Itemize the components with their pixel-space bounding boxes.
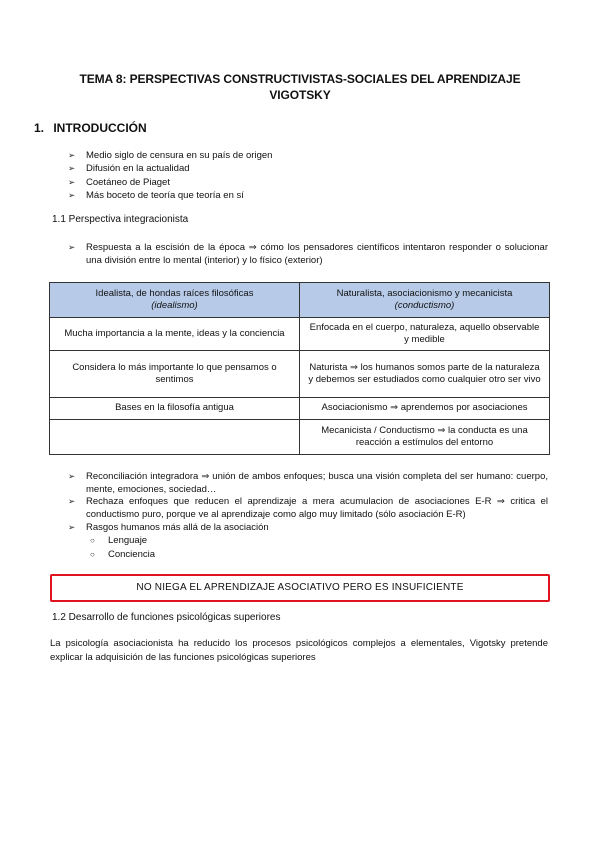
list-item	[68, 241, 548, 267]
intro-bullet-list	[68, 149, 272, 202]
table-header-row	[50, 283, 550, 318]
arrowhead-icon: ➢	[68, 163, 76, 174]
table-header-cell: Idealista, de hondas raíces filosóficas (idealismo)	[50, 283, 300, 318]
table-cell: Considera lo más importante lo que pensamos o sentimos	[50, 351, 300, 398]
callout-box: NO NIEGA EL APRENDIZAJE ASOCIATIVO PERO ES INSUFICIENTE	[50, 574, 550, 602]
title-line-1: TEMA 8: PERSPECTIVAS CONSTRUCTIVISTAS-SOCIALES DEL APRENDIZAJE	[79, 72, 521, 86]
arrowhead-icon: ➢	[68, 189, 76, 200]
table-cell: Asociacionismo ⇒ aprendemos por asociaciones	[300, 398, 550, 420]
list-item: ➢ Más boceto de teoría que teoría en sí	[68, 189, 244, 201]
comparison-table	[49, 282, 550, 455]
bullet-text: Respuesta a la escisión de la época ⇒ cómo los pensadores científicos intentaron responder o solucionar una división entre lo mental (interior) y lo físico (exterior)	[86, 242, 548, 266]
table-row	[50, 318, 550, 351]
section-number: 1.	[34, 121, 45, 135]
document-title	[40, 71, 560, 103]
arrowhead-icon: ➢	[68, 471, 76, 481]
bullet-text: Rasgos humanos más allá de la asociación	[86, 522, 269, 533]
table-row	[50, 351, 550, 398]
table-cell: Naturista ⇒ los humanos somos parte de la naturaleza y debemos ser estudiados como cualquier otro ser vivo	[300, 351, 550, 398]
arrowhead-icon: ➢	[68, 242, 76, 252]
hollow-circle-icon: ○	[90, 550, 95, 559]
section-title: INTRODUCCIÓN	[53, 121, 147, 135]
table-row	[50, 420, 550, 455]
table-header-cell: Naturalista, asociacionismo y mecanicista (conductismo)	[300, 283, 550, 318]
list-item	[68, 521, 548, 534]
paragraph: La psicología asociacionista ha reducido los procesos psicológicos complejos a elementales, Vigotsky pretende explicar la adquisición de las funciones psicológicas superiores	[50, 638, 548, 663]
list-item: ➢ Coetáneo de Piaget	[68, 176, 170, 188]
list-item	[68, 495, 548, 521]
arrowhead-icon: ➢	[68, 522, 76, 532]
list-item: ○ Lenguaje	[90, 535, 148, 546]
hollow-circle-icon: ○	[90, 536, 95, 545]
table-cell: Enfocada en el cuerpo, naturaleza, aquello observable y medible	[300, 318, 550, 351]
title-line-2: VIGOTSKY	[269, 88, 331, 102]
arrowhead-icon: ➢	[68, 496, 76, 506]
list-item: ➢ Medio siglo de censura en su país de origen	[68, 150, 273, 161]
section-1-heading	[34, 121, 147, 135]
list-item: ➢ Difusión en la actualidad	[68, 163, 190, 175]
bullet-text: Rechaza enfoques que reducen el aprendizaje a mera acumulacion de asociaciones E-R ⇒ critica el conductismo puro, porque ve al aprendizaje como algo muy limitado (sólo asociación E-R)	[86, 496, 548, 520]
table-cell: Mecanicista / Conductismo ⇒ la conducta es una reacción a estímulos del entorno	[300, 420, 550, 455]
arrowhead-icon: ➢	[68, 176, 76, 187]
bullet-text: Reconciliación integradora ⇒ unión de ambos enfoques; busca una visión completa del ser humano: cuerpo, mente, emociones, sociedad…	[86, 471, 548, 495]
table-cell	[50, 420, 300, 455]
subsection-1-2-heading: 1.2 Desarrollo de funciones psicológicas superiores	[52, 612, 281, 623]
subsection-1-1-heading: 1.1 Perspectiva integracionista	[52, 214, 189, 225]
arrowhead-icon: ➢	[68, 150, 76, 160]
table-cell: Bases en la filosofía antigua	[50, 398, 300, 420]
table-cell: Mucha importancia a la mente, ideas y la conciencia	[50, 318, 300, 351]
sub-bullet-list	[90, 534, 155, 562]
table-row	[50, 398, 550, 420]
list-item: ○ Conciencia	[90, 549, 155, 560]
list-item	[68, 470, 548, 496]
